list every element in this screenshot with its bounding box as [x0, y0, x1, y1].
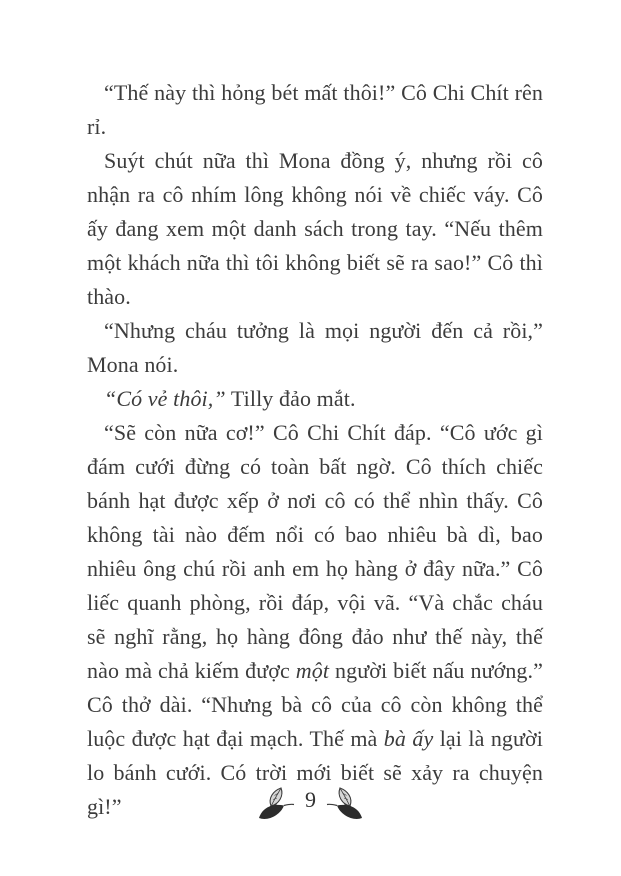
- leaf-cluster-icon: [256, 786, 296, 822]
- text-segment: “Nhưng cháu tưởng là mọi người đến cả rồi,” Mona nói.: [87, 318, 543, 377]
- leaf-cluster-icon: [325, 786, 365, 822]
- page-number: 9: [305, 787, 316, 812]
- paragraph: [87, 416, 543, 824]
- body-text: [87, 76, 543, 824]
- text-segment: “Sẽ còn nữa cơ!” Cô Chi Chít đáp. “Cô ước gì đám cưới đừng có toàn bất ngờ. Cô thích chiếc bánh hạt được xếp ở nơi cô có thể nhìn thấy. Cô không tài nào đếm nổi có bao nhiêu bà dì, bao nhiêu ông chú rồi anh em họ hàng ở đây nữa.” Cô liếc quanh phòng, rồi đáp, vội vã. “Và chắc cháu sẽ nghĩ rằng, họ hàng đông đảo như thế này, thế nào mà chả kiếm được: [87, 420, 543, 683]
- paragraph: [87, 76, 543, 144]
- italic-text-segment: “Có vẻ thôi,”: [104, 386, 226, 411]
- text-segment: lại là người lo bánh cưới. Có trời mới biết sẽ xảy ra chuyện gì!”: [87, 726, 543, 819]
- italic-text-segment: bà ấy: [383, 726, 434, 751]
- text-segment: “Thế này thì hỏng bét mất thôi!” Cô Chi Chít rên rỉ.: [87, 80, 543, 139]
- text-segment: Tilly đảo mắt.: [225, 386, 356, 411]
- text-segment: người biết nấu nướng.” Cô thở dài. “Nhưng bà cô của cô còn không thể luộc được hạt đại mạch. Thế mà: [87, 658, 543, 751]
- paragraph: [87, 382, 543, 416]
- text-segment: Suýt chút nữa thì Mona đồng ý, nhưng rồi cô nhận ra cô nhím lông không nói về chiếc váy. Cô ấy đang xem một danh sách trong tay. “Nếu thêm một khách nữa thì tôi không biết sẽ ra sao!” Cô thì thào.: [87, 148, 543, 309]
- italic-text-segment: một: [295, 658, 330, 683]
- page-footer: [0, 784, 621, 824]
- paragraph: [87, 144, 543, 314]
- paragraph: [87, 314, 543, 382]
